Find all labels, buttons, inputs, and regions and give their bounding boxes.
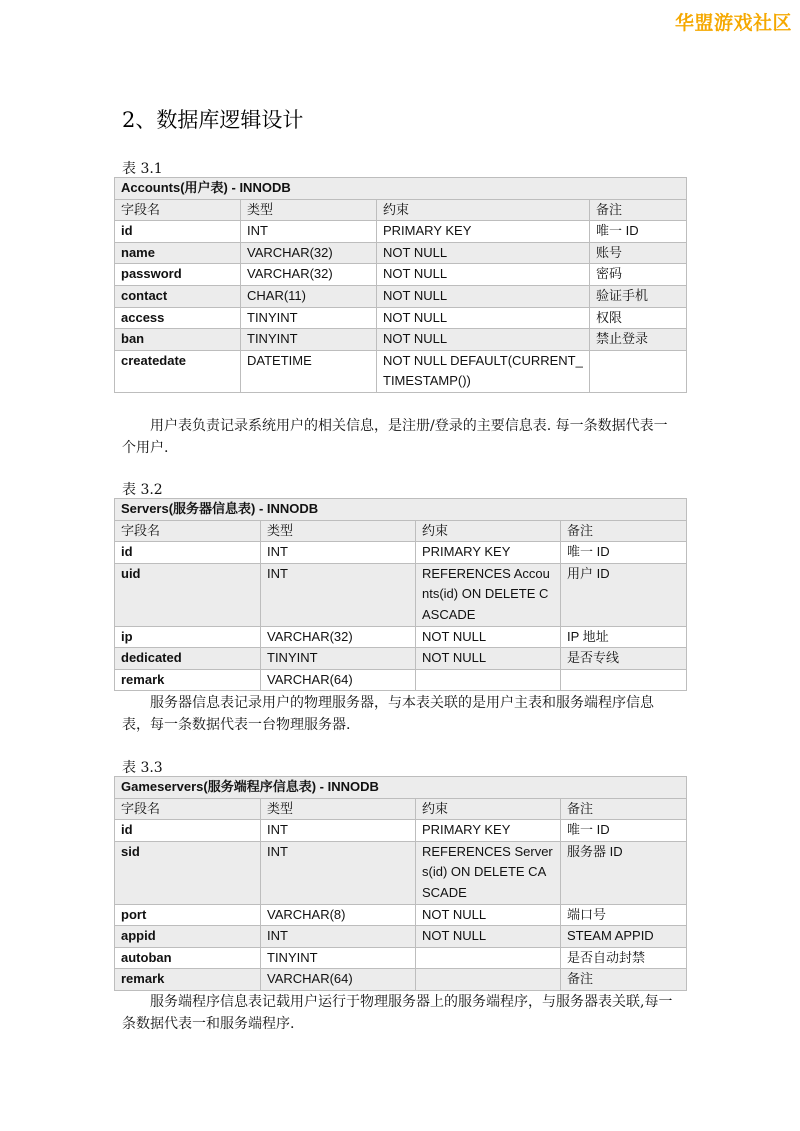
table-row [115, 926, 687, 948]
remark-cell: 服务器 ID [561, 841, 687, 904]
field-name-cell: id [115, 221, 241, 243]
field-name-cell: access [115, 307, 241, 329]
header-cell: 字段名 [115, 520, 261, 542]
remark-cell [561, 669, 687, 691]
field-name-cell: id [115, 820, 261, 842]
field-name-cell: remark [115, 669, 261, 691]
remark-cell: 验证手机 [590, 285, 687, 307]
table-row [115, 563, 687, 626]
constraint-cell: NOT NULL [377, 264, 590, 286]
field-name-cell: sid [115, 841, 261, 904]
table-row [115, 542, 687, 564]
remark-cell: 用户 ID [561, 563, 687, 626]
section-heading: 2、数据库逻辑设计 [122, 108, 304, 132]
servers-table [114, 498, 687, 691]
header-cell: 类型 [261, 520, 416, 542]
type-cell: VARCHAR(32) [261, 626, 416, 648]
table-row [115, 626, 687, 648]
header-cell: 约束 [416, 798, 561, 820]
constraint-cell [416, 969, 561, 991]
type-cell: DATETIME [241, 350, 377, 392]
header-cell: 备注 [561, 520, 687, 542]
field-name-cell: remark [115, 969, 261, 991]
remark-cell: 唯一 ID [561, 820, 687, 842]
table-row [115, 841, 687, 904]
remark-cell: 权限 [590, 307, 687, 329]
constraint-cell [416, 669, 561, 691]
table-row [115, 947, 687, 969]
header-cell: 备注 [561, 798, 687, 820]
type-cell: INT [261, 542, 416, 564]
type-cell: VARCHAR(32) [241, 242, 377, 264]
remark-cell [590, 350, 687, 392]
field-name-cell: autoban [115, 947, 261, 969]
constraint-cell: NOT NULL [377, 307, 590, 329]
field-name-cell: uid [115, 563, 261, 626]
gameservers-table [114, 776, 687, 991]
table-row [115, 285, 687, 307]
remark-cell: STEAM APPID [561, 926, 687, 948]
table-row [115, 350, 687, 392]
table-row [115, 264, 687, 286]
table-row [115, 820, 687, 842]
type-cell: INT [261, 563, 416, 626]
constraint-cell: NOT NULL [416, 626, 561, 648]
type-cell: INT [261, 841, 416, 904]
field-name-cell: id [115, 542, 261, 564]
remark-cell: 备注 [561, 969, 687, 991]
type-cell: INT [261, 820, 416, 842]
table-caption: 表 3.2 [122, 482, 163, 498]
table-row [115, 648, 687, 670]
table-row [115, 221, 687, 243]
header-cell: 类型 [241, 199, 377, 221]
constraint-cell: NOT NULL [377, 242, 590, 264]
table-header-row [115, 798, 687, 820]
constraint-cell [416, 947, 561, 969]
table-caption: 表 3.1 [122, 161, 163, 177]
constraint-cell: NOT NULL [377, 329, 590, 351]
table-header-row [115, 199, 687, 221]
table-row [115, 242, 687, 264]
field-name-cell: ban [115, 329, 241, 351]
constraint-cell: NOT NULL [416, 926, 561, 948]
field-name-cell: dedicated [115, 648, 261, 670]
table-header-row [115, 520, 687, 542]
table-row [115, 904, 687, 926]
table-caption: 表 3.3 [122, 760, 163, 776]
field-name-cell: appid [115, 926, 261, 948]
remark-cell: 密码 [590, 264, 687, 286]
type-cell: VARCHAR(64) [261, 669, 416, 691]
type-cell: INT [261, 926, 416, 948]
field-name-cell: createdate [115, 350, 241, 392]
field-name-cell: ip [115, 626, 261, 648]
type-cell: VARCHAR(8) [261, 904, 416, 926]
remark-cell: 端口号 [561, 904, 687, 926]
remark-cell: 禁止登录 [590, 329, 687, 351]
header-cell: 约束 [416, 520, 561, 542]
field-name-cell: port [115, 904, 261, 926]
constraint-cell: PRIMARY KEY [416, 542, 561, 564]
table-description: 服务端程序信息表记载用户运行于物理服务器上的服务端程序，与服务器表关联,每一条数据代表一和服务端程序. [122, 994, 673, 1032]
type-cell: CHAR(11) [241, 285, 377, 307]
header-cell: 约束 [377, 199, 590, 221]
table-description: 服务器信息表记录用户的物理服务器，与本表关联的是用户主表和服务端程序信息表，每一条数据代表一台物理服务器. [122, 695, 654, 733]
remark-cell: 是否自动封禁 [561, 947, 687, 969]
constraint-cell: NOT NULL [416, 904, 561, 926]
table-row [115, 669, 687, 691]
type-cell: TINYINT [261, 947, 416, 969]
field-name-cell: password [115, 264, 241, 286]
constraint-cell: REFERENCES Accounts(id) ON DELETE CASCADE [416, 563, 561, 626]
table-description: 用户表负责记录系统用户的相关信息，是注册/登录的主要信息表. 每一条数据代表一个用户. [122, 418, 668, 456]
remark-cell: 是否专线 [561, 648, 687, 670]
header-cell: 字段名 [115, 199, 241, 221]
table-title: Servers(服务器信息表) - INNODB [115, 499, 687, 521]
constraint-cell: NOT NULL [416, 648, 561, 670]
table-row [115, 969, 687, 991]
table-row [115, 329, 687, 351]
constraint-cell: NOT NULL DEFAULT(CURRENT_TIMESTAMP()) [377, 350, 590, 392]
header-cell: 类型 [261, 798, 416, 820]
type-cell: VARCHAR(64) [261, 969, 416, 991]
remark-cell: 唯一 ID [561, 542, 687, 564]
header-cell: 备注 [590, 199, 687, 221]
accounts-table [114, 177, 687, 393]
remark-cell: 唯一 ID [590, 221, 687, 243]
table-title: Accounts(用户表) - INNODB [115, 178, 687, 200]
remark-cell: IP 地址 [561, 626, 687, 648]
type-cell: TINYINT [241, 307, 377, 329]
watermark-logo: 华盟游戏社区 [674, 12, 792, 34]
header-cell: 字段名 [115, 798, 261, 820]
type-cell: INT [241, 221, 377, 243]
constraint-cell: NOT NULL [377, 285, 590, 307]
table-title: Gameservers(服务端程序信息表) - INNODB [115, 777, 687, 799]
field-name-cell: contact [115, 285, 241, 307]
field-name-cell: name [115, 242, 241, 264]
type-cell: TINYINT [241, 329, 377, 351]
table-row [115, 307, 687, 329]
constraint-cell: REFERENCES Servers(id) ON DELETE CASCADE [416, 841, 561, 904]
type-cell: TINYINT [261, 648, 416, 670]
constraint-cell: PRIMARY KEY [416, 820, 561, 842]
remark-cell: 账号 [590, 242, 687, 264]
constraint-cell: PRIMARY KEY [377, 221, 590, 243]
type-cell: VARCHAR(32) [241, 264, 377, 286]
